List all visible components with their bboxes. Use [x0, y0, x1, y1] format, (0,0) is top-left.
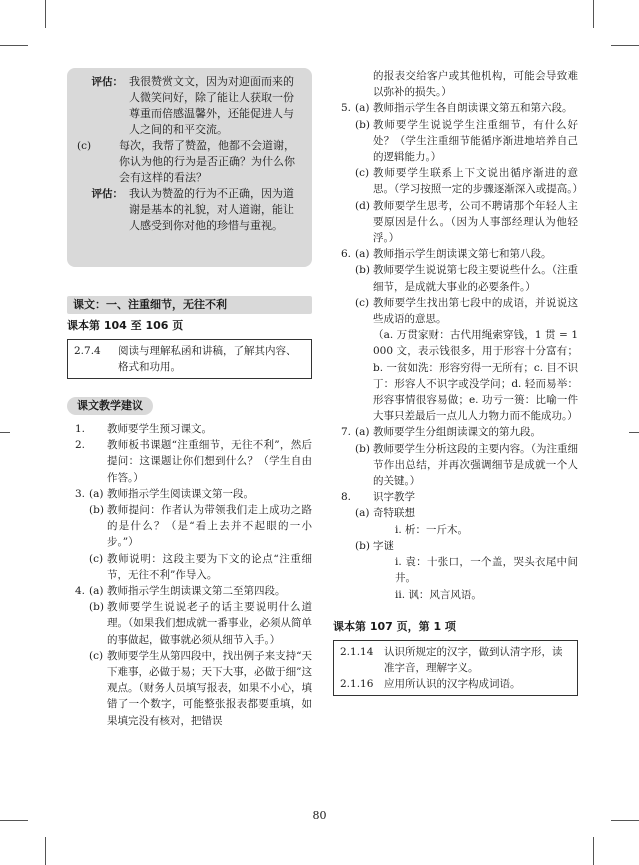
list-item [67, 437, 312, 486]
item-number: 2. [74, 439, 85, 452]
objective-box [67, 339, 312, 379]
item-number [333, 198, 355, 247]
item-sub-marker [89, 421, 107, 437]
crop-mark [629, 432, 639, 433]
item-text: 奇特联想 [373, 507, 415, 520]
list-item [333, 554, 578, 586]
item-indent [373, 522, 395, 538]
item-number: 4. [74, 585, 85, 598]
item-number: 7. [340, 426, 351, 439]
item-sub-marker [355, 327, 373, 424]
note-label: 评估： [91, 76, 123, 88]
crop-mark [0, 432, 10, 433]
objective-text: 应用所认识的汉字构成词语。 [384, 677, 521, 690]
item-number: 3. [74, 487, 85, 500]
item-text: 教师指示学生各自朗读课文第五和第六段。 [373, 102, 573, 115]
item-indent [373, 554, 395, 586]
item-number: 6. [340, 248, 351, 261]
item-text: 教师指示学生朗读课文第七和第八段。 [373, 248, 552, 261]
item-text: 教师指示学生朗读课文第二至第四段。 [107, 585, 286, 598]
crop-mark [45, 837, 46, 865]
item-number [333, 522, 355, 538]
objective-text: 阅读与理解私函和讲稿，了解其内容、格式和功用。 [118, 345, 297, 373]
item-number [333, 68, 355, 100]
objective-code: 2.1.16 [340, 677, 374, 690]
item-sub-marker: (c) [355, 296, 370, 309]
item-sub-marker: (a) [89, 585, 104, 598]
list-item [67, 502, 312, 551]
list-item [333, 262, 578, 294]
objective-row [340, 644, 571, 676]
item-text: i. 袁：十张口，一个盖，哭头衣尾中间井。 [395, 556, 578, 585]
list-item [333, 327, 578, 424]
item-text: 教师要学生说说第七段主要说些什么。（注重细节，是成就大事业的必要条件。） [373, 264, 578, 293]
teaching-steps [67, 421, 312, 729]
item-sub-marker: (b) [355, 118, 370, 131]
item-sub-marker: (b) [89, 601, 104, 614]
item-text: 字谜 [373, 539, 394, 552]
list-item [67, 583, 312, 599]
item-number [333, 327, 355, 424]
item-sub-marker [355, 522, 373, 538]
item-text: 教师要学生分析这段的主要内容。（为注重细节作出总结，并再次强调细节是成就一个人的关键。） [373, 442, 578, 488]
item-sub-marker [355, 68, 373, 100]
item-number [333, 295, 355, 327]
item-number [67, 551, 89, 583]
item-text: （a. 万贯家财：古代用绳索穿钱，1 贯 = 1 000 文，表示钱很多，用于形容十分富有；b. 一贫如洗：形容穷得一无所有；c. 目不识丁：形容人不识字或没学问；d. 轻而易举：形容事情很容易做；e. 功亏一篑：比喻一件大事只差最后一点儿人力物力而不能成功。） [373, 329, 578, 423]
item-sub-marker: (b) [355, 442, 370, 455]
item-text: 教师提问：作者认为带领我们走上成功之路的是什么？（是“看上去并不起眼的一小步。”） [107, 504, 312, 549]
left-column [67, 68, 312, 729]
list-item [333, 538, 578, 554]
item-text: 教师要学生说说老子的话主要说明什么道理。（如果我们想成就一番事业，必须从简单的事做起，做事就必须从细节入手。） [107, 601, 312, 646]
item-sub-marker: (a) [89, 487, 104, 500]
item-sub-marker: (c) [355, 167, 370, 180]
item-number [67, 502, 89, 551]
item-sub-marker [355, 489, 373, 505]
item-sub-marker: (a) [355, 426, 370, 439]
objective-code: 2.7.4 [74, 345, 101, 357]
textbook-pages: 课本第 104 至 106 页 [67, 319, 184, 332]
item-sub-marker: (c) [89, 552, 104, 565]
crop-mark [0, 45, 28, 46]
item-sub-marker [355, 587, 373, 603]
item-text: i. 析：一斤木。 [395, 523, 469, 536]
item-sub-marker: (a) [355, 507, 370, 520]
item-number [333, 117, 355, 166]
objective-box [333, 640, 578, 696]
list-item [333, 424, 578, 440]
item-number [67, 599, 89, 648]
objective-code: 2.1.14 [340, 645, 374, 658]
list-item [67, 648, 312, 729]
item-text: 识字教学 [373, 491, 415, 504]
item-sub-marker [89, 437, 107, 486]
objective-row [340, 676, 571, 692]
item-sub-marker: (b) [89, 504, 104, 517]
note-text: 每次，我帮了赞盈，他都不会道谢，你认为他的行为是否正确？为什么你会有这样的看法？ [119, 139, 295, 184]
item-number [333, 165, 355, 197]
item-sub-marker: (c) [89, 649, 104, 662]
crop-mark [611, 45, 639, 46]
page-number: 80 [312, 809, 327, 822]
list-item [67, 486, 312, 502]
list-item [67, 599, 312, 648]
item-number [333, 505, 355, 521]
list-item [333, 441, 578, 490]
note-label: (c) [77, 140, 92, 152]
list-item [333, 587, 578, 603]
item-indent [373, 587, 395, 603]
note-row [77, 138, 302, 186]
crop-mark [593, 837, 594, 865]
objective-text: 认识所规定的汉字，做到认清字形，读准字音，理解字义。 [384, 645, 563, 674]
list-item [67, 421, 312, 437]
item-number [333, 554, 355, 586]
list-item [333, 117, 578, 166]
item-sub-marker [355, 554, 373, 586]
list-item [333, 505, 578, 521]
note-row [77, 74, 302, 138]
list-item [333, 68, 578, 100]
item-text: 的报表交给客户或其他机构，可能会导致难以弥补的损失。） [373, 70, 578, 99]
list-item [333, 198, 578, 247]
item-text: 教师板书课题“注重细节，无往不利”，然后提问：这课题让你们想到什么？（学生自由作答。） [107, 439, 312, 484]
section-heading: 课文教学建议 [67, 397, 153, 415]
item-text: 教师要学生说说学生注重细节，有什么好处？（学生注重细节能循序渐进地培养自己的逻辑能力。） [373, 118, 578, 164]
item-sub-marker: (a) [355, 102, 370, 115]
list-item [333, 295, 578, 327]
item-sub-marker: (a) [355, 248, 370, 261]
objective-row [74, 343, 305, 375]
crop-mark [45, 0, 46, 28]
item-text: ii. 讽：风言风语。 [395, 588, 482, 601]
teaching-steps [333, 68, 583, 603]
note-text: 我认为赞盈的行为不正确，因为道谢是基本的礼貌，对人道谢，能让人感受到你对他的珍惜与重视。 [129, 187, 294, 232]
assessment-note [67, 68, 312, 267]
list-item [67, 551, 312, 583]
item-number [333, 441, 355, 490]
list-item [333, 489, 578, 505]
list-item [333, 522, 578, 538]
item-number: 5. [340, 102, 351, 115]
lesson-banner: 课文：一、注重细节，无往不利 [67, 296, 312, 314]
item-sub-marker: (d) [355, 199, 370, 212]
note-label: 评估： [91, 188, 123, 200]
textbook-pages: 课本第 107 页，第 1 项 [333, 619, 456, 633]
right-column [333, 68, 583, 696]
item-sub-marker: (b) [355, 264, 370, 277]
note-row [77, 186, 302, 234]
item-text: 教师要学生预习课文。 [107, 423, 212, 435]
item-text: 教师要学生分组朗读课文的第九段。 [373, 426, 541, 439]
item-number [333, 538, 355, 554]
note-text: 我很赞赏文文，因为对迎面而来的人微笑问好，除了能让人获取一份尊重而倍感温馨外，还能促进人与人之间的和平交流。 [129, 75, 294, 136]
item-number [333, 262, 355, 294]
item-number: 8. [340, 491, 351, 504]
crop-mark [593, 0, 594, 28]
item-text: 教师要学生找出第七段中的成语，并说说这些成语的意思。 [373, 296, 578, 326]
item-number [333, 587, 355, 603]
item-text: 教师说明：这段主要为下文的论点“注重细节，无往不利”作导入。 [107, 552, 312, 581]
item-number [67, 648, 89, 729]
item-sub-marker: (b) [355, 539, 370, 552]
item-number: 1. [74, 423, 85, 435]
list-item [333, 100, 578, 116]
item-text: 教师指示学生阅读课文第一段。 [107, 487, 254, 500]
item-text: 教师要学生从第四段中，找出例子来支持“天下难事，必做于易；天下大事，必做于细”这观点。（财务人员填写报表，如果不小心，填错了一个数字，可能整张报表都要重填，如果填完没有核对，把错误 [107, 649, 312, 727]
item-text: 教师要学生联系上下文说出循序渐进的意思。（学习按照一定的步骤逐渐深入或提高。） [373, 167, 583, 196]
list-item [333, 165, 583, 197]
item-text: 教师要学生思考，公司不聘请那个年轻人主要原因是什么。（因为人事部经理认为他轻浮。） [373, 199, 578, 245]
list-item [333, 246, 578, 262]
